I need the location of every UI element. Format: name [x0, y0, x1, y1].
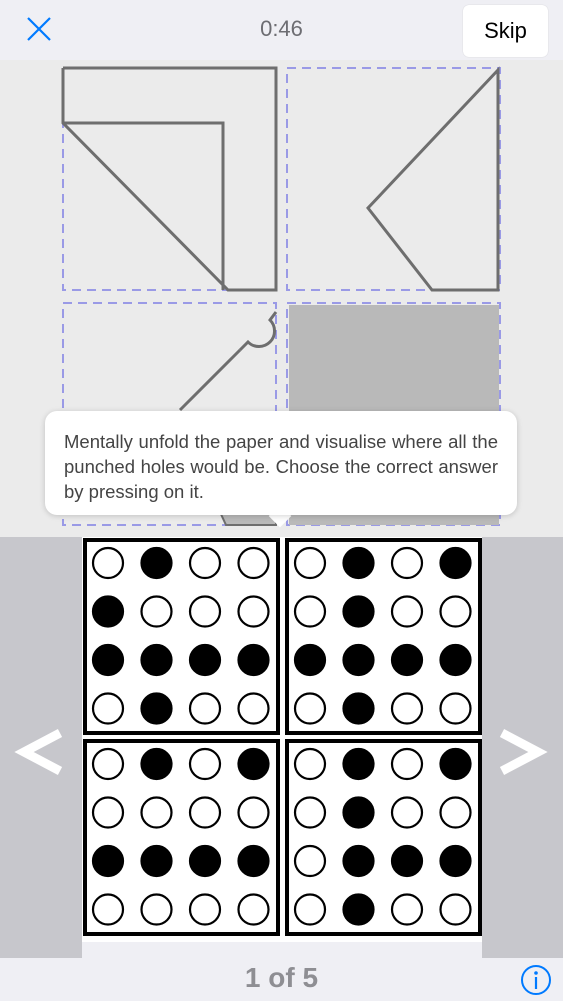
punched-hole — [344, 798, 374, 828]
punched-hole — [441, 645, 471, 675]
punched-hole — [93, 645, 123, 675]
punched-hole — [295, 645, 325, 675]
empty-hole — [295, 694, 325, 724]
punched-hole — [142, 846, 172, 876]
info-icon — [520, 964, 552, 996]
empty-hole — [392, 749, 422, 779]
empty-hole — [239, 798, 269, 828]
empty-hole — [93, 798, 123, 828]
info-button[interactable] — [520, 964, 552, 996]
empty-hole — [392, 895, 422, 925]
punched-hole — [93, 597, 123, 627]
empty-hole — [392, 798, 422, 828]
empty-hole — [190, 749, 220, 779]
punched-hole — [142, 749, 172, 779]
punched-hole — [441, 749, 471, 779]
empty-hole — [190, 597, 220, 627]
punched-hole — [441, 548, 471, 578]
empty-hole — [295, 749, 325, 779]
punched-hole — [441, 846, 471, 876]
empty-hole — [239, 694, 269, 724]
punched-hole — [344, 694, 374, 724]
empty-hole — [190, 798, 220, 828]
empty-hole — [239, 548, 269, 578]
punched-hole — [239, 749, 269, 779]
empty-hole — [142, 895, 172, 925]
punched-hole — [239, 645, 269, 675]
answer-option-3[interactable] — [85, 741, 278, 934]
empty-hole — [441, 798, 471, 828]
empty-hole — [190, 548, 220, 578]
empty-hole — [295, 597, 325, 627]
punched-hole — [142, 548, 172, 578]
empty-hole — [295, 895, 325, 925]
punched-hole — [392, 846, 422, 876]
chevron-right-icon — [482, 727, 563, 777]
empty-hole — [190, 895, 220, 925]
empty-hole — [93, 694, 123, 724]
empty-hole — [392, 597, 422, 627]
skip-button[interactable]: Skip — [463, 5, 548, 57]
punched-hole — [142, 694, 172, 724]
answer-option-4[interactable] — [287, 741, 480, 934]
empty-hole — [93, 895, 123, 925]
empty-hole — [239, 597, 269, 627]
prev-answer-button[interactable] — [0, 537, 82, 958]
empty-hole — [295, 846, 325, 876]
next-answer-button[interactable] — [482, 537, 563, 958]
empty-hole — [295, 548, 325, 578]
punched-hole — [239, 846, 269, 876]
punched-hole — [190, 846, 220, 876]
empty-hole — [142, 597, 172, 627]
empty-hole — [441, 895, 471, 925]
punched-hole — [344, 846, 374, 876]
top-bar — [0, 0, 563, 60]
empty-hole — [392, 548, 422, 578]
empty-hole — [93, 548, 123, 578]
punched-hole — [344, 895, 374, 925]
empty-hole — [295, 798, 325, 828]
instruction-tooltip: Mentally unfold the paper and visualise where all the punched holes would be. Choose the correct answer by pressing on it. — [45, 411, 517, 515]
empty-hole — [392, 694, 422, 724]
chevron-left-icon — [0, 727, 82, 777]
timer: 0:46 — [260, 16, 303, 41]
empty-hole — [239, 895, 269, 925]
punched-hole — [142, 645, 172, 675]
answer-option-2[interactable] — [287, 540, 480, 733]
answer-option-1[interactable] — [85, 540, 278, 733]
punched-hole — [344, 749, 374, 779]
punched-hole — [344, 548, 374, 578]
empty-hole — [441, 694, 471, 724]
punched-hole — [344, 597, 374, 627]
punched-hole — [344, 645, 374, 675]
folded-triangle — [368, 70, 498, 290]
empty-hole — [441, 597, 471, 627]
empty-hole — [142, 798, 172, 828]
punched-hole — [190, 645, 220, 675]
punched-hole — [93, 846, 123, 876]
empty-hole — [190, 694, 220, 724]
answer-grid — [82, 537, 482, 942]
punched-hole — [392, 645, 422, 675]
empty-hole — [93, 749, 123, 779]
page-indicator: 1 of 5 — [244, 962, 319, 993]
